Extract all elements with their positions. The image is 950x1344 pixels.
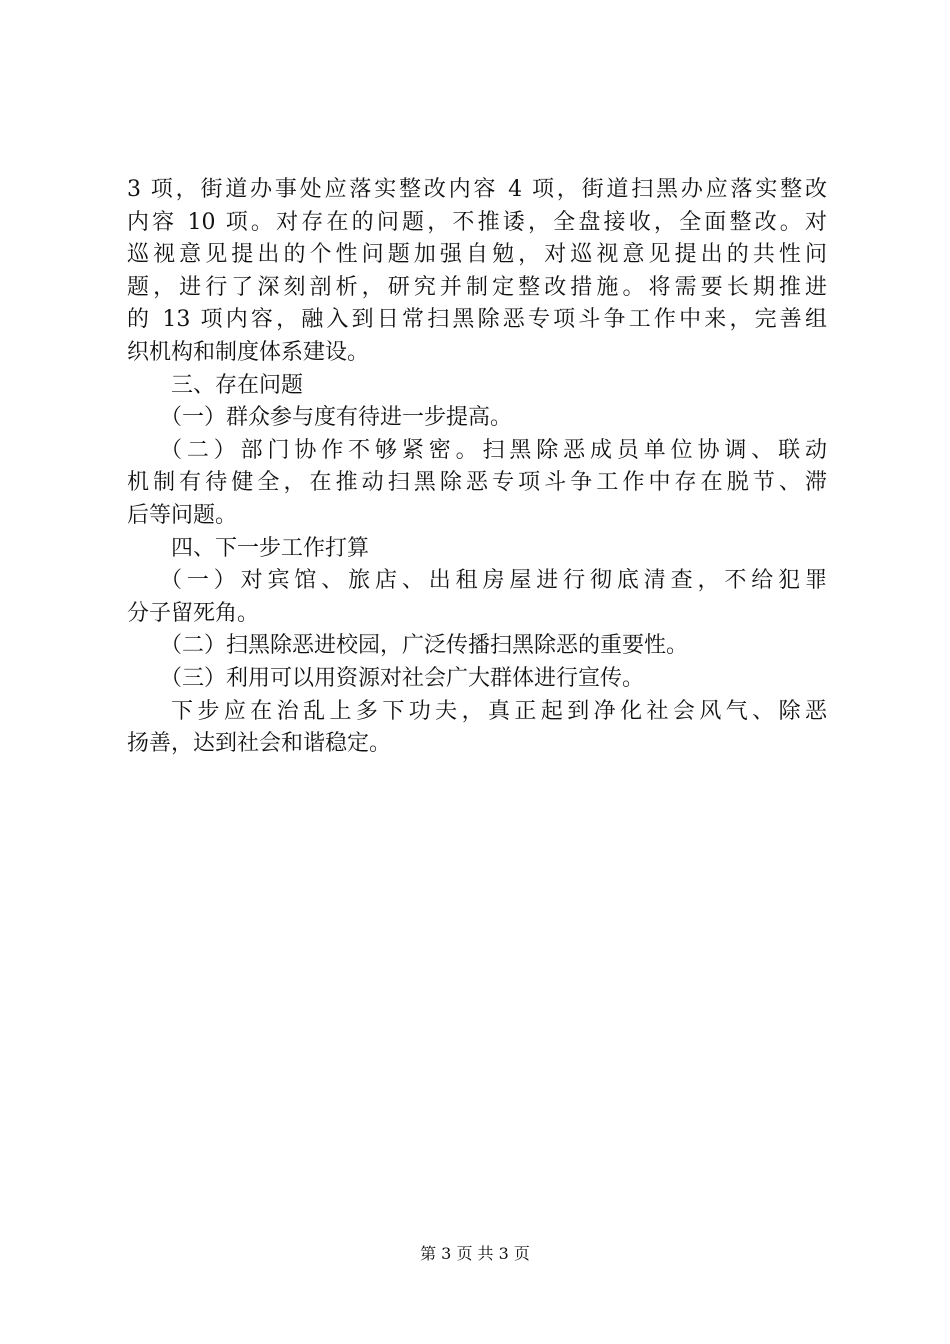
text-line: 内容 10 项。对存在的问题，不推诿，全盘接收，全面整改。对: [127, 209, 827, 235]
conclusion-line: 下步应在治乱上多下功夫，真正起到净化社会风气、除恶: [171, 698, 827, 724]
section-heading: 三、存在问题: [171, 372, 304, 398]
text-line: 织机构和制度体系建设。: [127, 339, 370, 365]
list-item: （二）扫黑除恶进校园，广泛传播扫黑除恶的重要性。: [160, 633, 689, 659]
text-line: 分子留死角。: [127, 600, 260, 626]
text-line: 3 项，街道办事处应落实整改内容 4 项，街道扫黑办应落实整改: [127, 177, 827, 202]
text-line: 后等问题。: [127, 502, 238, 528]
section-heading: 四、下一步工作打算: [171, 535, 370, 561]
list-item: （三）利用可以用资源对社会广大群体进行宣传。: [160, 665, 645, 691]
list-item: （一）群众参与度有待进一步提高。: [160, 405, 513, 431]
text-line: 题，进行了深刻剖析，研究并制定整改措施。将需要长期推进: [127, 274, 827, 300]
text-line: 扬善，达到社会和谐稳定。: [127, 731, 392, 757]
document-body: [127, 174, 827, 761]
list-item: （二）部门协作不够紧密。扫黑除恶成员单位协调、联动: [160, 437, 827, 463]
text-line: 的 13 项内容，融入到日常扫黑除恶专项斗争工作中来，完善组: [127, 307, 827, 333]
text-line: 巡视意见提出的个性问题加强自勉，对巡视意见提出的共性问: [127, 242, 827, 268]
page-number-footer: 第 3 页 共 3 页: [420, 1244, 530, 1263]
list-item: （一）对宾馆、旅店、出租房屋进行彻底清查，不给犯罪: [160, 568, 827, 594]
text-line: 机制有待健全，在推动扫黑除恶专项斗争工作中存在脱节、滞: [127, 470, 827, 496]
